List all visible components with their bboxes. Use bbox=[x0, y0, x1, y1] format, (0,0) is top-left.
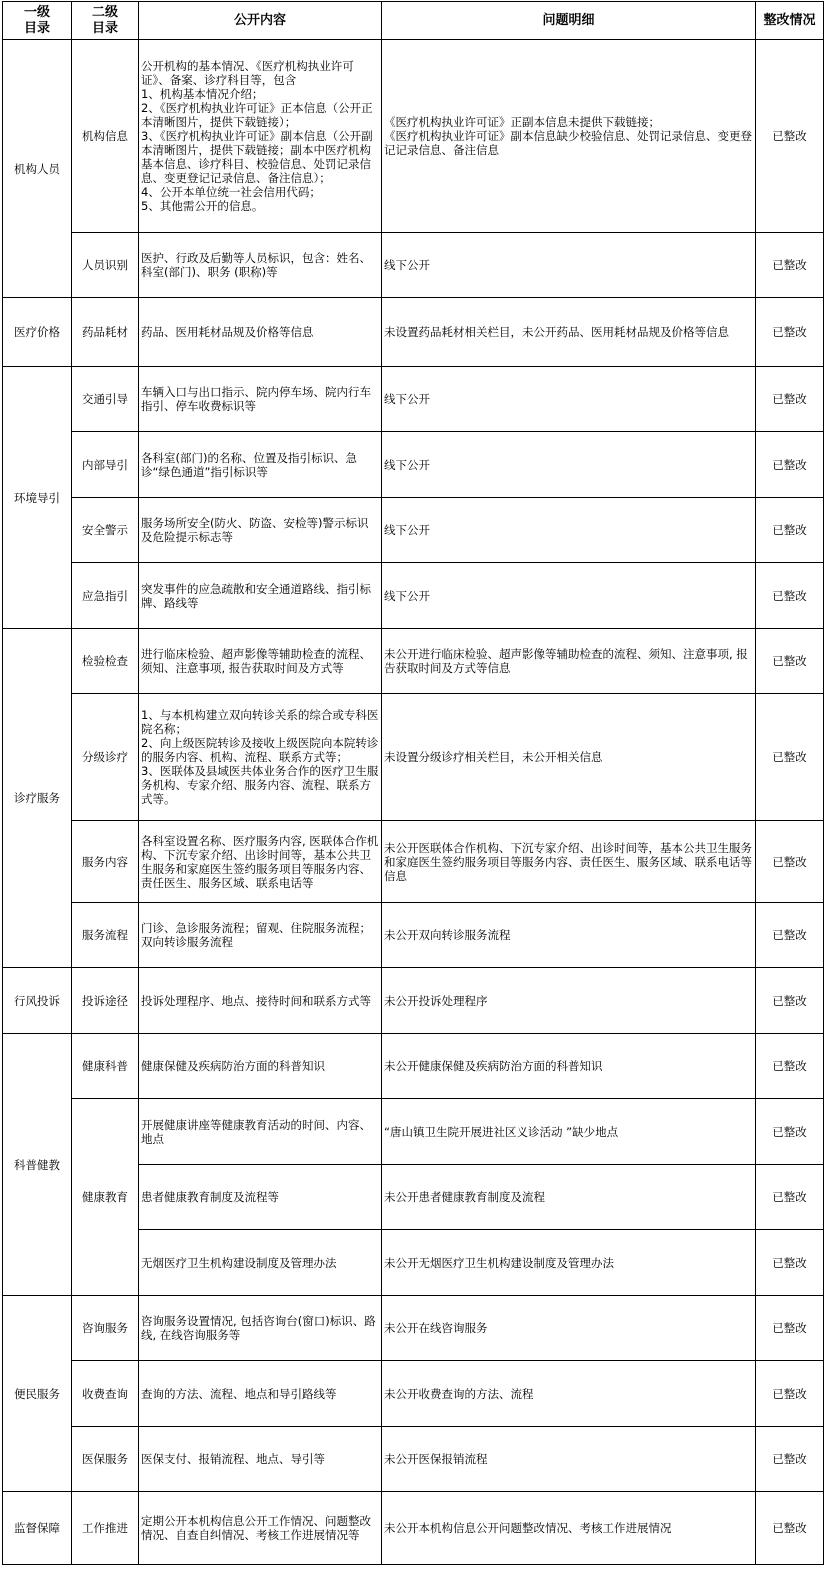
secondary-category-cell: 服务流程 bbox=[72, 903, 139, 968]
secondary-category-cell: 咨询服务 bbox=[72, 1296, 139, 1361]
rectification-status-cell: 已整改 bbox=[756, 367, 824, 432]
table-row bbox=[3, 367, 824, 432]
table-row bbox=[3, 1099, 824, 1165]
issue-detail-cell: 线下公开 bbox=[382, 233, 756, 298]
issue-detail-cell: 未公开双向转诊服务流程 bbox=[382, 903, 756, 968]
secondary-category-cell: 药品耗材 bbox=[72, 298, 139, 367]
disclosure-content-cell: 各科室设置名称、医疗服务内容, 医联体合作机构、下沉专家介绍、出诊时间等，基本公共卫生服务和家庭医生签约服务项目等服务内容、责任医生、服务区域、联系电话等 bbox=[139, 821, 382, 903]
issue-detail-cell: 《医疗机构执业许可证》正副本信息未提供下载链接； 《医疗机构执业许可证》副本信息缺少校验信息、处罚记录信息、变更登记记录信息、备注信息 bbox=[382, 40, 756, 233]
secondary-category-cell: 投诉途径 bbox=[72, 968, 139, 1034]
disclosure-content-cell: 1、与本机构建立双向转诊关系的综合或专科医院名称； 2、向上级医院转诊及接收上级医院向本院转诊的服务内容、机构、流程、联系方式等； 3、医联体及县域医共体业务合作的医疗卫生服务机构、专家介绍、服务内容、流程、联系方式等。 bbox=[139, 694, 382, 821]
table-row bbox=[3, 1492, 824, 1565]
disclosure-content-cell: 咨询服务设置情况, 包括咨询台(窗口)标识、路线, 在线咨询服务等 bbox=[139, 1296, 382, 1361]
disclosure-content-cell: 查询的方法、流程、地点和导引路线等 bbox=[139, 1361, 382, 1427]
disclosure-rectification-table bbox=[2, 1, 824, 1565]
rectification-status-cell: 已整改 bbox=[756, 1230, 824, 1296]
issue-detail-cell: 未公开患者健康教育制度及流程 bbox=[382, 1165, 756, 1230]
secondary-category-cell: 工作推进 bbox=[72, 1492, 139, 1565]
rectification-status-cell: 已整改 bbox=[756, 1165, 824, 1230]
header-disclosure-content: 公开内容 bbox=[139, 2, 382, 40]
primary-category-cell: 科普健教 bbox=[3, 1034, 72, 1296]
primary-category-cell: 环境导引 bbox=[3, 367, 72, 629]
rectification-status-cell: 已整改 bbox=[756, 233, 824, 298]
disclosure-content-cell: 健康保健及疾病防治方面的科普知识 bbox=[139, 1034, 382, 1099]
rectification-status-cell: 已整改 bbox=[756, 1034, 824, 1099]
rectification-status-cell: 已整改 bbox=[756, 498, 824, 563]
issue-detail-cell: 未设置药品耗材相关栏目，未公开药品、医用耗材品规及价格等信息 bbox=[382, 298, 756, 367]
header-secondary-category-label: 二级目录 bbox=[91, 4, 118, 36]
rectification-status-cell: 已整改 bbox=[756, 1361, 824, 1427]
table-row bbox=[3, 40, 824, 233]
table-row bbox=[3, 1296, 824, 1361]
rectification-status-cell: 已整改 bbox=[756, 1427, 824, 1492]
secondary-category-cell: 机构信息 bbox=[72, 40, 139, 233]
issue-detail-cell: 线下公开 bbox=[382, 367, 756, 432]
header-rectification-status: 整改情况 bbox=[756, 2, 824, 40]
primary-category-cell: 行风投诉 bbox=[3, 968, 72, 1034]
rectification-status-cell: 已整改 bbox=[756, 40, 824, 233]
header-secondary-category bbox=[72, 2, 139, 40]
secondary-category-cell: 人员识别 bbox=[72, 233, 139, 298]
issue-detail-cell: 未公开进行临床检验、超声影像等辅助检查的流程、须知、注意事项, 报告获取时间及方式等信息 bbox=[382, 629, 756, 694]
table-row bbox=[3, 498, 824, 563]
table-row bbox=[3, 1034, 824, 1099]
issue-detail-cell: 未公开收费查询的方法、流程 bbox=[382, 1361, 756, 1427]
rectification-status-cell: 已整改 bbox=[756, 821, 824, 903]
secondary-category-cell: 内部导引 bbox=[72, 432, 139, 498]
issue-detail-cell: 未公开无烟医疗卫生机构建设制度及管理办法 bbox=[382, 1230, 756, 1296]
issue-detail-cell: 线下公开 bbox=[382, 498, 756, 563]
issue-detail-cell: 未公开医联体合作机构、下沉专家介绍、出诊时间等，基本公共卫生服务和家庭医生签约服务项目等服务内容、责任医生、服务区域、联系电话等信息 bbox=[382, 821, 756, 903]
rectification-status-cell: 已整改 bbox=[756, 968, 824, 1034]
header-row bbox=[3, 2, 824, 40]
disclosure-content-cell: 突发事件的应急疏散和安全通道路线、指引标牌、路线等 bbox=[139, 563, 382, 629]
issue-detail-cell: “唐山镇卫生院开展进社区义诊活动 ”缺少地点 bbox=[382, 1099, 756, 1165]
rectification-status-cell: 已整改 bbox=[756, 629, 824, 694]
header-primary-category-label: 一级目录 bbox=[23, 4, 50, 36]
header-issue-details: 问题明细 bbox=[382, 2, 756, 40]
disclosure-content-cell: 车辆入口与出口指示、院内停车场、院内行车指引、停车收费标识等 bbox=[139, 367, 382, 432]
table-row bbox=[3, 233, 824, 298]
table-row bbox=[3, 1361, 824, 1427]
rectification-status-cell: 已整改 bbox=[756, 1099, 824, 1165]
secondary-category-cell: 医保服务 bbox=[72, 1427, 139, 1492]
issue-detail-cell: 线下公开 bbox=[382, 432, 756, 498]
issue-detail-cell: 未公开本机构信息公开问题整改情况、考核工作进展情况 bbox=[382, 1492, 756, 1565]
secondary-category-cell: 收费查询 bbox=[72, 1361, 139, 1427]
disclosure-content-cell: 门诊、急诊服务流程；留观、住院服务流程；双向转诊服务流程 bbox=[139, 903, 382, 968]
secondary-category-cell: 交通引导 bbox=[72, 367, 139, 432]
rectification-status-cell: 已整改 bbox=[756, 903, 824, 968]
secondary-category-cell: 服务内容 bbox=[72, 821, 139, 903]
table-row bbox=[3, 694, 824, 821]
rectification-status-cell: 已整改 bbox=[756, 432, 824, 498]
table-row bbox=[3, 968, 824, 1034]
disclosure-content-cell: 医护、行政及后勤等人员标识，包含：姓名、科室(部门)、职务 (职称)等 bbox=[139, 233, 382, 298]
rectification-status-cell: 已整改 bbox=[756, 563, 824, 629]
rectification-status-cell: 已整改 bbox=[756, 1492, 824, 1565]
secondary-category-cell: 分级诊疗 bbox=[72, 694, 139, 821]
secondary-category-cell: 应急指引 bbox=[72, 563, 139, 629]
disclosure-content-cell: 服务场所安全(防火、防盗、安检等)警示标识及危险提示标志等 bbox=[139, 498, 382, 563]
disclosure-content-cell: 患者健康教育制度及流程等 bbox=[139, 1165, 382, 1230]
table-row bbox=[3, 629, 824, 694]
secondary-category-cell: 健康教育 bbox=[72, 1099, 139, 1296]
disclosure-content-cell: 医保支付、报销流程、地点、导引等 bbox=[139, 1427, 382, 1492]
table-row bbox=[3, 432, 824, 498]
disclosure-content-cell: 各科室(部门)的名称、位置及指引标识、急诊“绿色通道”指引标识等 bbox=[139, 432, 382, 498]
disclosure-content-cell: 公开机构的基本情况、《医疗机构执业许可证》、备案、诊疗科目等，包含 1、机构基本情况介绍； 2、《医疗机构执业许可证》正本信息（公开正本清晰图片，提供下载链接）； 3、《医疗机构执业许可证》副本信息（公开副本清晰图片，提供下载链接；副本中医疗机构基本信息、诊疗科目、校验信息、处罚记录信息、变更登记记录信息、备注信息）； 4、公开本单位统一社会信用代码； 5、其他需公开的信息。 bbox=[139, 40, 382, 233]
disclosure-content-cell: 药品、医用耗材品规及价格等信息 bbox=[139, 298, 382, 367]
issue-detail-cell: 未公开在线咨询服务 bbox=[382, 1296, 756, 1361]
table-row bbox=[3, 563, 824, 629]
secondary-category-cell: 安全警示 bbox=[72, 498, 139, 563]
issue-detail-cell: 线下公开 bbox=[382, 563, 756, 629]
issue-detail-cell: 未公开医保报销流程 bbox=[382, 1427, 756, 1492]
disclosure-content-cell: 无烟医疗卫生机构建设制度及管理办法 bbox=[139, 1230, 382, 1296]
table-row bbox=[3, 298, 824, 367]
table-row bbox=[3, 821, 824, 903]
issue-detail-cell: 未公开投诉处理程序 bbox=[382, 968, 756, 1034]
primary-category-cell: 诊疗服务 bbox=[3, 629, 72, 968]
disclosure-content-cell: 投诉处理程序、地点、接待时间和联系方式等 bbox=[139, 968, 382, 1034]
header-primary-category bbox=[3, 2, 72, 40]
rectification-status-cell: 已整改 bbox=[756, 298, 824, 367]
primary-category-cell: 医疗价格 bbox=[3, 298, 72, 367]
disclosure-content-cell: 开展健康讲座等健康教育活动的时间、内容、 地点 bbox=[139, 1099, 382, 1165]
primary-category-cell: 便民服务 bbox=[3, 1296, 72, 1492]
rectification-status-cell: 已整改 bbox=[756, 1296, 824, 1361]
table-row bbox=[3, 1427, 824, 1492]
disclosure-content-cell: 定期公开本机构信息公开工作情况、问题整改情况、自查自纠情况、考核工作进展情况等 bbox=[139, 1492, 382, 1565]
secondary-category-cell: 健康科普 bbox=[72, 1034, 139, 1099]
issue-detail-cell: 未设置分级诊疗相关栏目，未公开相关信息 bbox=[382, 694, 756, 821]
issue-detail-cell: 未公开健康保健及疾病防治方面的科普知识 bbox=[382, 1034, 756, 1099]
primary-category-cell: 机构人员 bbox=[3, 40, 72, 298]
table-row bbox=[3, 903, 824, 968]
primary-category-cell: 监督保障 bbox=[3, 1492, 72, 1565]
secondary-category-cell: 检验检查 bbox=[72, 629, 139, 694]
disclosure-content-cell: 进行临床检验、超声影像等辅助检查的流程、须知、注意事项, 报告获取时间及方式等 bbox=[139, 629, 382, 694]
rectification-status-cell: 已整改 bbox=[756, 694, 824, 821]
